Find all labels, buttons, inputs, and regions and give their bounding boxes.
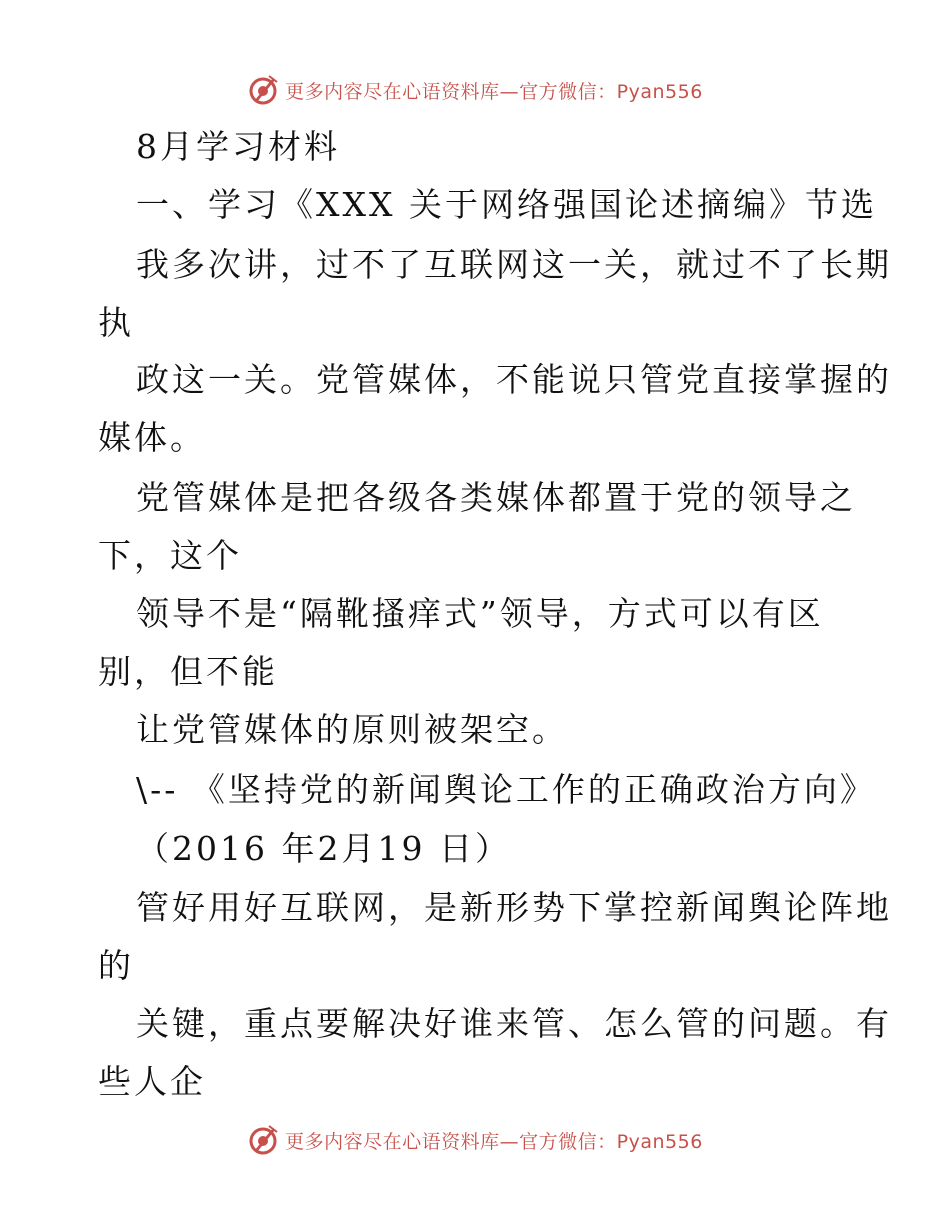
doc-line: （2016 年2月19 日） xyxy=(136,829,511,868)
doc-line: 党管媒体是把各级各类媒体都置于党的领导之 xyxy=(136,478,856,517)
doc-line: 8月学习材料 xyxy=(136,127,340,166)
quill-pen-circle-icon xyxy=(247,1124,279,1156)
doc-line: 些人企 xyxy=(98,1062,206,1101)
watermark-footer xyxy=(0,1120,950,1160)
doc-line: 的 xyxy=(98,946,134,985)
watermark-header xyxy=(0,70,950,110)
watermark-text: 更多内容尽在心语资料库—官方微信：Pyan556 xyxy=(285,1130,703,1153)
quill-pen-circle-icon xyxy=(247,74,279,106)
doc-line: 让党管媒体的原则被架空。 xyxy=(136,710,568,749)
doc-line: 媒体。 xyxy=(98,418,206,457)
doc-line: 关键，重点要解决好谁来管、怎么管的问题。有 xyxy=(136,1004,892,1043)
doc-line: 政这一关。党管媒体，不能说只管党直接掌握的 xyxy=(136,360,892,399)
doc-line: 别，但不能 xyxy=(98,652,278,691)
doc-line: 管好用好互联网，是新形势下掌控新闻舆论阵地 xyxy=(136,888,892,927)
doc-line: 我多次讲，过不了互联网这一关，就过不了长期 xyxy=(136,245,892,284)
doc-line: 下，这个 xyxy=(98,536,242,575)
doc-line: 执 xyxy=(98,303,134,342)
doc-line: 领导不是“隔靴搔痒式”领导，方式可以有区 xyxy=(136,594,824,633)
doc-line: 一、学习《XXX 关于网络强国论述摘编》节选 xyxy=(136,185,877,224)
doc-line: \-- 《坚持党的新闻舆论工作的正确政治方向》 xyxy=(136,770,876,809)
watermark-text: 更多内容尽在心语资料库—官方微信：Pyan556 xyxy=(285,80,703,103)
